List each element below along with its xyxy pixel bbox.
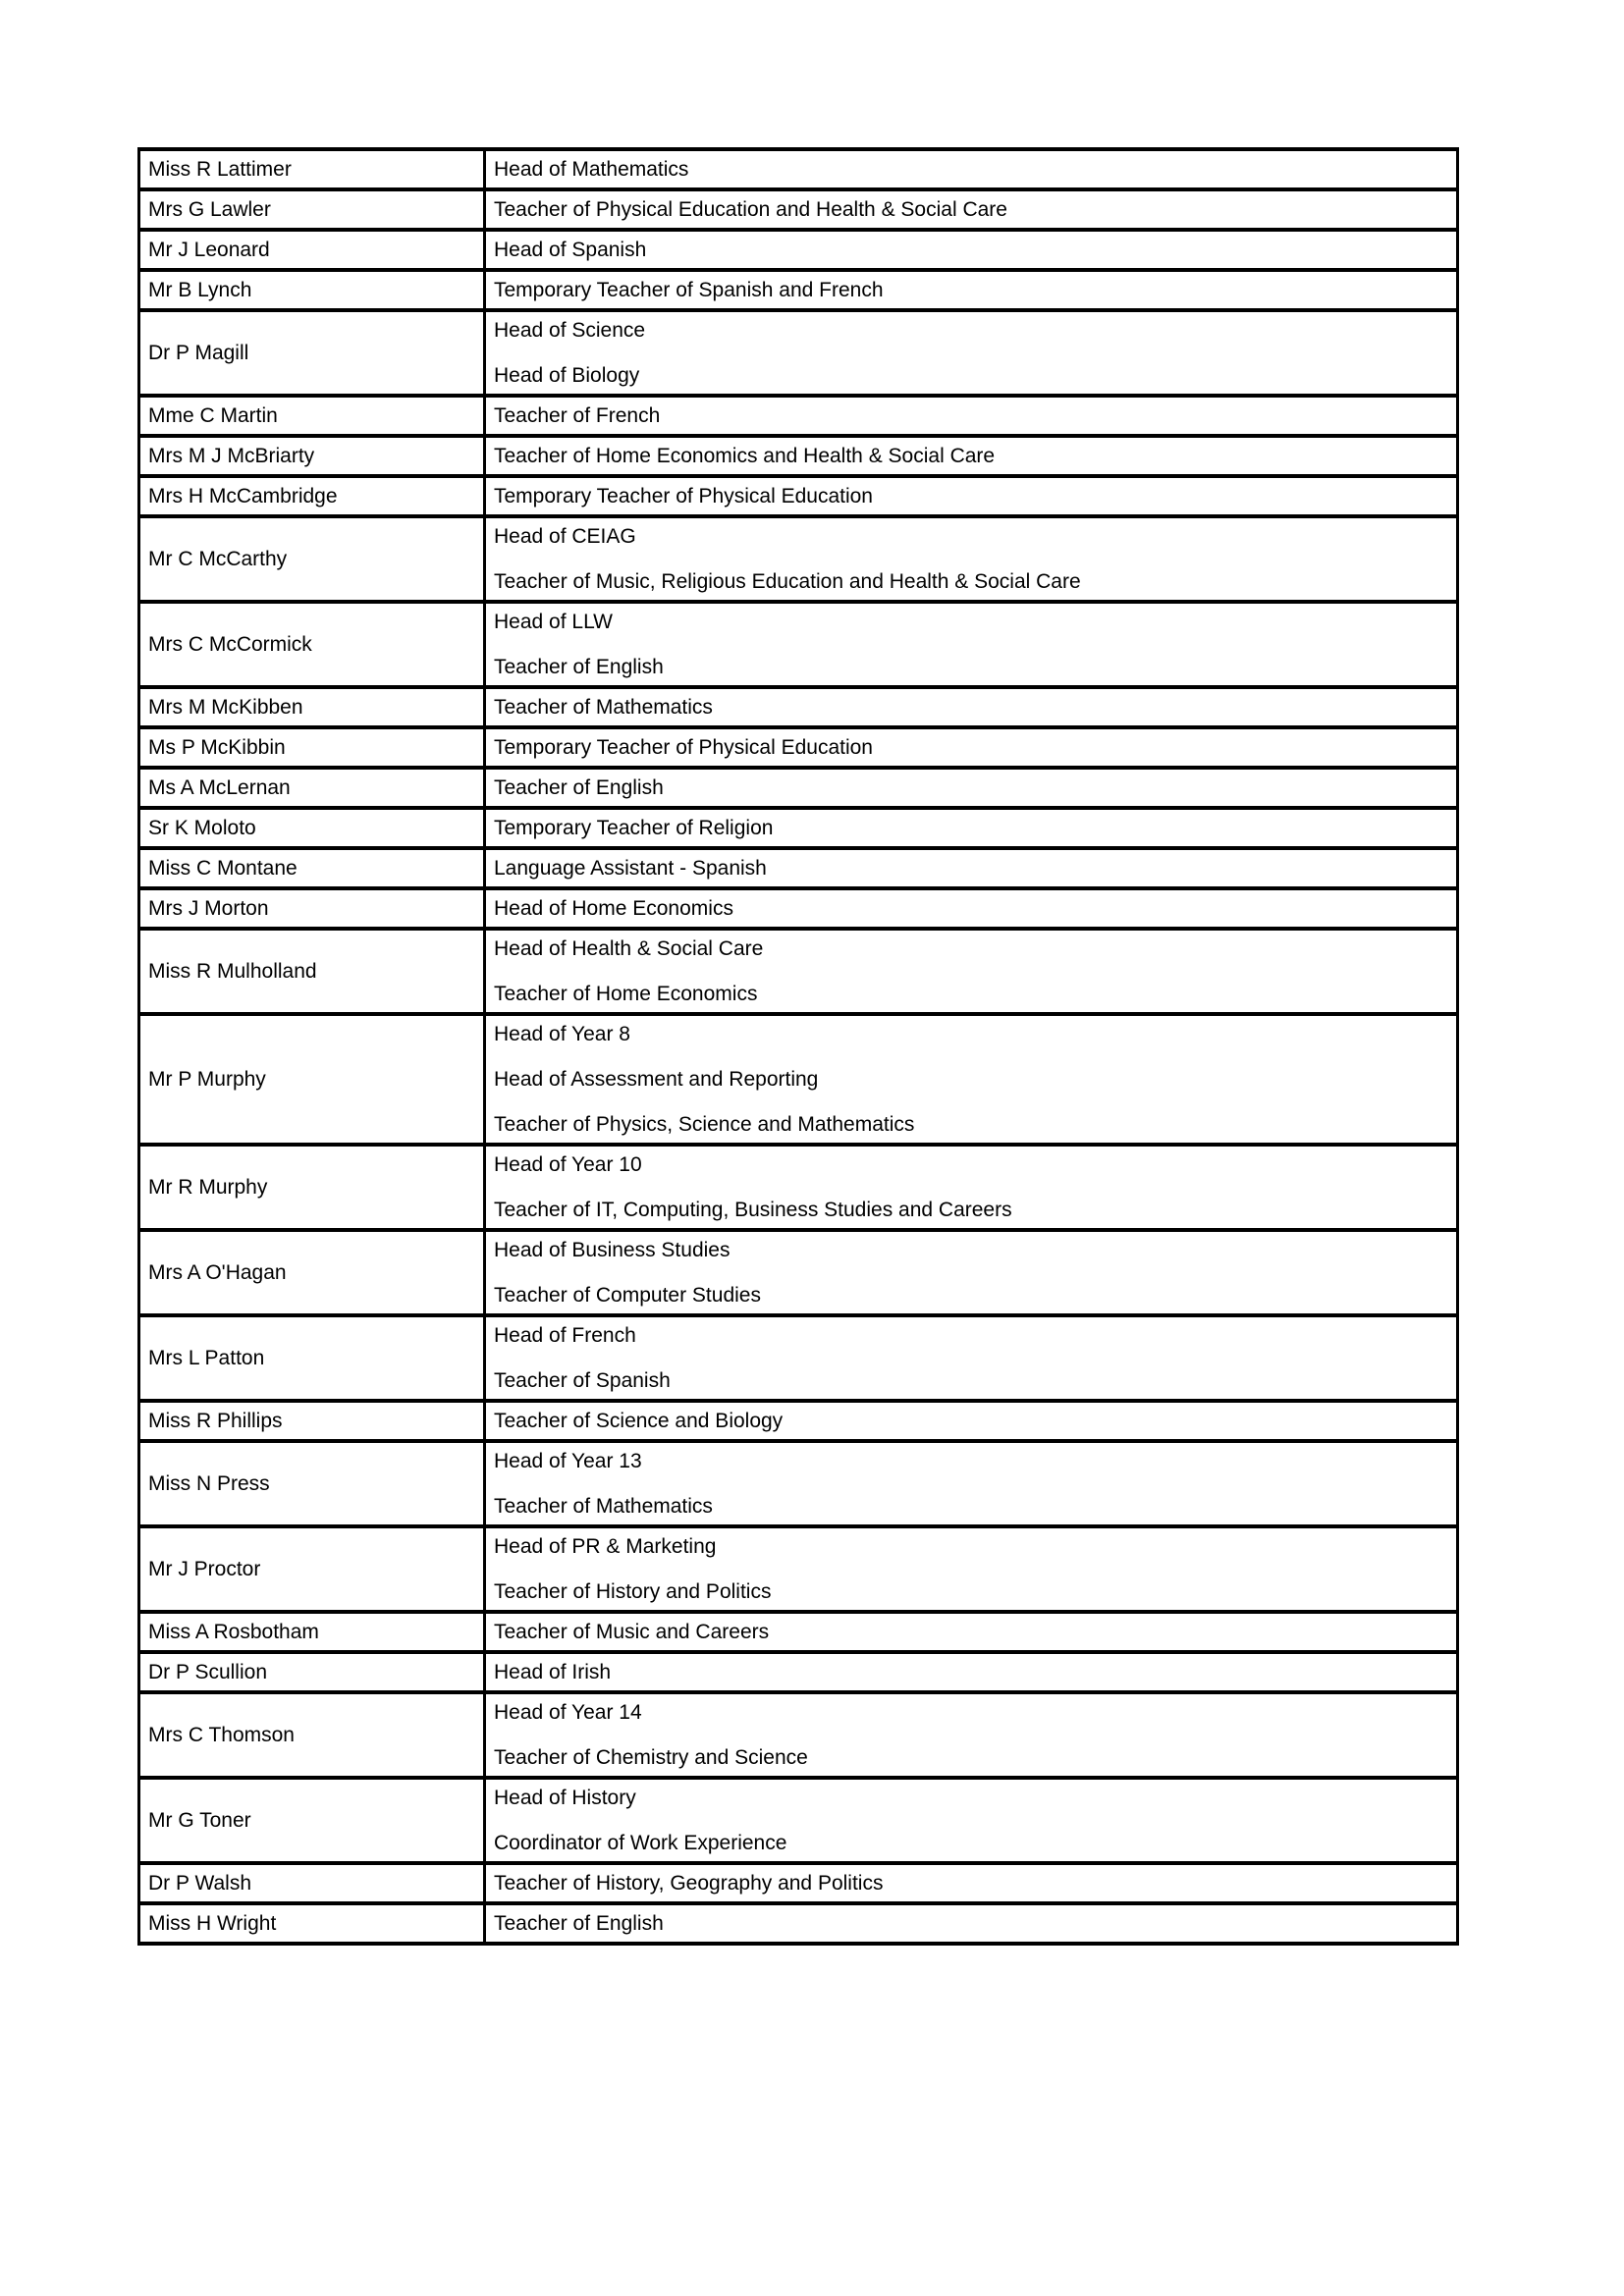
table-row: [139, 1145, 1458, 1230]
table-row: [139, 396, 1458, 436]
role-line: Teacher of Spanish: [494, 1369, 671, 1392]
staff-name-cell: Sr K Moloto: [139, 808, 485, 848]
table-row: [139, 1526, 1458, 1612]
staff-name-cell: Mr G Toner: [139, 1778, 485, 1863]
role-line: Temporary Teacher of Spanish and French: [494, 279, 884, 301]
role-line: Teacher of English: [494, 1912, 664, 1935]
staff-roles-cell: [485, 1014, 1458, 1145]
role-line: Teacher of French: [494, 404, 661, 427]
role-line: Teacher of Music, Religious Education and Health & Social Care: [494, 570, 1081, 593]
role-line: Teacher of Physical Education and Health & Social Care: [494, 198, 1007, 221]
role-line: Head of Year 13: [494, 1450, 642, 1472]
staff-name-cell: Mr B Lynch: [139, 270, 485, 310]
role-line: Head of Biology: [494, 364, 640, 387]
staff-roles-cell: [485, 149, 1458, 189]
staff-name-cell: Mr J Proctor: [139, 1526, 485, 1612]
staff-name-cell: Mrs C Thomson: [139, 1692, 485, 1778]
staff-name-cell: Miss H Wright: [139, 1903, 485, 1944]
staff-name-cell: Miss R Mulholland: [139, 929, 485, 1014]
role-line: Teacher of English: [494, 776, 664, 799]
table-row: [139, 888, 1458, 929]
role-line: Teacher of Chemistry and Science: [494, 1746, 808, 1769]
role-line: Head of Home Economics: [494, 897, 733, 920]
staff-name-cell: Mme C Martin: [139, 396, 485, 436]
role-line: Teacher of Music and Careers: [494, 1621, 770, 1643]
staff-roles-cell: [485, 270, 1458, 310]
staff-name-cell: Mr J Leonard: [139, 230, 485, 270]
role-line: Head of Year 10: [494, 1153, 642, 1176]
role-line: Language Assistant - Spanish: [494, 857, 767, 880]
role-line: Temporary Teacher of Physical Education: [494, 485, 873, 507]
role-line: Head of Business Studies: [494, 1239, 731, 1261]
role-line: Temporary Teacher of Religion: [494, 817, 774, 839]
staff-name-cell: Ms A McLernan: [139, 768, 485, 808]
role-line: Teacher of Home Economics and Health & Social Care: [494, 445, 996, 467]
table-row: [139, 602, 1458, 687]
staff-name-cell: Dr P Magill: [139, 310, 485, 396]
table-row: [139, 270, 1458, 310]
table-row: [139, 189, 1458, 230]
table-row: [139, 1903, 1458, 1944]
table-row: [139, 1230, 1458, 1315]
staff-roles-cell: [485, 230, 1458, 270]
role-line: Head of Year 8: [494, 1023, 630, 1045]
staff-roles-cell: [485, 929, 1458, 1014]
staff-roles-cell: [485, 1652, 1458, 1692]
staff-roles-cell: [485, 1778, 1458, 1863]
table-row: [139, 436, 1458, 476]
staff-roles-cell: [485, 768, 1458, 808]
table-row: [139, 476, 1458, 516]
staff-name-cell: Mrs M J McBriarty: [139, 436, 485, 476]
table-row: [139, 1778, 1458, 1863]
staff-roles-cell: [485, 1863, 1458, 1903]
table-row: [139, 727, 1458, 768]
table-row: [139, 1441, 1458, 1526]
staff-name-cell: Mr R Murphy: [139, 1145, 485, 1230]
role-line: Head of Irish: [494, 1661, 612, 1683]
staff-name-cell: Mr C McCarthy: [139, 516, 485, 602]
staff-table: [137, 147, 1459, 1946]
staff-roles-cell: [485, 727, 1458, 768]
staff-name-cell: Mrs M McKibben: [139, 687, 485, 727]
table-row: [139, 929, 1458, 1014]
staff-roles-cell: [485, 808, 1458, 848]
staff-roles-cell: [485, 1692, 1458, 1778]
role-line: Head of Mathematics: [494, 158, 689, 181]
staff-roles-cell: [485, 310, 1458, 396]
staff-roles-cell: [485, 1401, 1458, 1441]
role-line: Teacher of Mathematics: [494, 696, 713, 719]
role-line: Head of Year 14: [494, 1701, 642, 1724]
staff-name-cell: Miss C Montane: [139, 848, 485, 888]
staff-roles-cell: [485, 687, 1458, 727]
role-line: Temporary Teacher of Physical Education: [494, 736, 873, 759]
role-line: Teacher of History, Geography and Politics: [494, 1872, 884, 1895]
staff-name-cell: Mrs H McCambridge: [139, 476, 485, 516]
table-row: [139, 1315, 1458, 1401]
staff-name-cell: Mrs L Patton: [139, 1315, 485, 1401]
staff-roles-cell: [485, 476, 1458, 516]
staff-name-cell: Miss A Rosbotham: [139, 1612, 485, 1652]
table-row: [139, 1014, 1458, 1145]
table-row: [139, 516, 1458, 602]
role-line: Coordinator of Work Experience: [494, 1832, 787, 1854]
staff-name-cell: Miss R Phillips: [139, 1401, 485, 1441]
staff-roles-cell: [485, 189, 1458, 230]
role-line: Head of Assessment and Reporting: [494, 1068, 819, 1091]
table-row: [139, 808, 1458, 848]
staff-name-cell: Ms P McKibbin: [139, 727, 485, 768]
staff-name-cell: Mrs G Lawler: [139, 189, 485, 230]
staff-roles-cell: [485, 1145, 1458, 1230]
role-line: Teacher of Physics, Science and Mathematics: [494, 1113, 915, 1136]
role-line: Head of Science: [494, 319, 646, 342]
staff-roles-cell: [485, 1315, 1458, 1401]
staff-name-cell: Dr P Scullion: [139, 1652, 485, 1692]
staff-roles-cell: [485, 848, 1458, 888]
staff-roles-cell: [485, 1441, 1458, 1526]
role-line: Head of Spanish: [494, 239, 647, 261]
role-line: Teacher of Science and Biology: [494, 1410, 784, 1432]
staff-roles-cell: [485, 396, 1458, 436]
role-line: Head of French: [494, 1324, 636, 1347]
table-row: [139, 1401, 1458, 1441]
table-row: [139, 1612, 1458, 1652]
table-row: [139, 1863, 1458, 1903]
staff-name-cell: Mr P Murphy: [139, 1014, 485, 1145]
role-line: Teacher of History and Politics: [494, 1580, 772, 1603]
role-line: Head of Health & Social Care: [494, 937, 764, 960]
role-line: Teacher of Computer Studies: [494, 1284, 761, 1307]
staff-name-cell: Mrs C McCormick: [139, 602, 485, 687]
table-row: [139, 230, 1458, 270]
staff-name-cell: Dr P Walsh: [139, 1863, 485, 1903]
staff-name-cell: Miss N Press: [139, 1441, 485, 1526]
staff-roles-cell: [485, 1903, 1458, 1944]
staff-name-cell: Mrs J Morton: [139, 888, 485, 929]
staff-roles-cell: [485, 888, 1458, 929]
staff-name-cell: Miss R Lattimer: [139, 149, 485, 189]
table-row: [139, 1692, 1458, 1778]
staff-roles-cell: [485, 1230, 1458, 1315]
staff-roles-cell: [485, 602, 1458, 687]
table-row: [139, 687, 1458, 727]
staff-roles-cell: [485, 436, 1458, 476]
role-line: Teacher of Mathematics: [494, 1495, 713, 1518]
staff-roles-cell: [485, 1526, 1458, 1612]
staff-table-body: [139, 149, 1458, 1944]
staff-roles-cell: [485, 516, 1458, 602]
table-row: [139, 149, 1458, 189]
role-line: Teacher of Home Economics: [494, 983, 758, 1005]
role-line: Head of LLW: [494, 611, 614, 633]
staff-name-cell: Mrs A O'Hagan: [139, 1230, 485, 1315]
table-row: [139, 848, 1458, 888]
role-line: Teacher of English: [494, 656, 664, 678]
table-row: [139, 1652, 1458, 1692]
table-row: [139, 768, 1458, 808]
table-row: [139, 310, 1458, 396]
role-line: Teacher of IT, Computing, Business Studies and Careers: [494, 1199, 1012, 1221]
role-line: Head of CEIAG: [494, 525, 636, 548]
role-line: Head of PR & Marketing: [494, 1535, 717, 1558]
staff-roles-cell: [485, 1612, 1458, 1652]
role-line: Head of History: [494, 1787, 636, 1809]
